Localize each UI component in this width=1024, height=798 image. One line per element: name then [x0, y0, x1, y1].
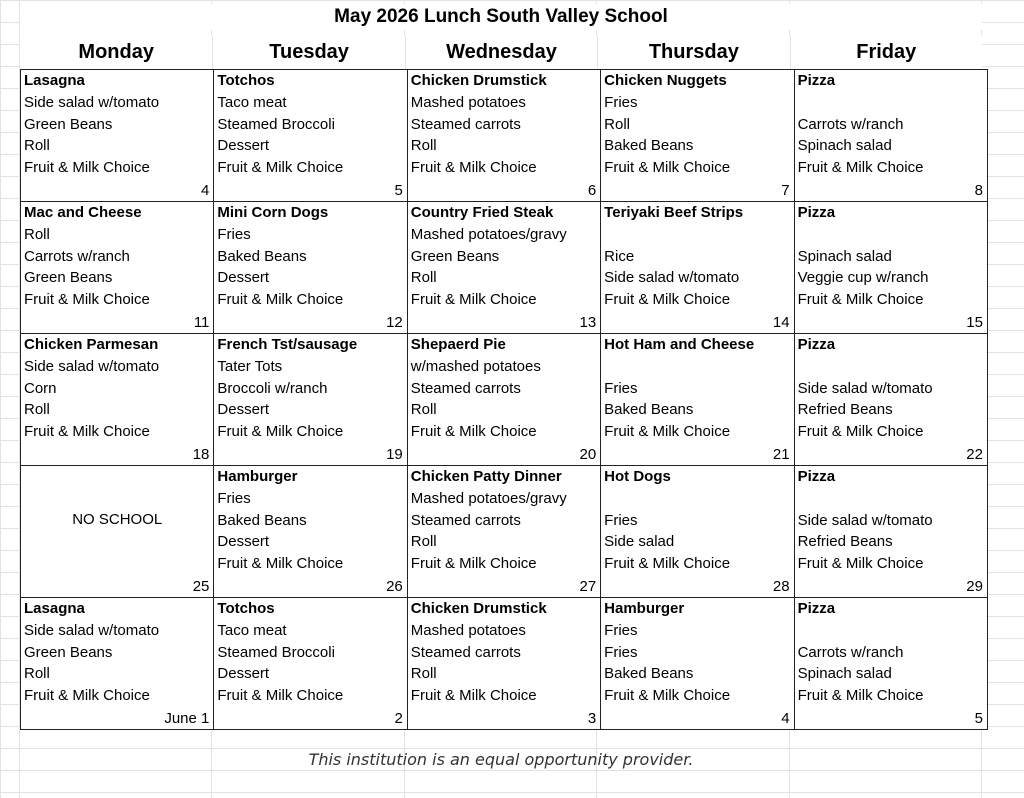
menu-item: w/mashed potatoes: [410, 357, 541, 375]
day-cell[interactable]: [794, 202, 987, 334]
entree-name: Chicken Patty Dinner: [410, 468, 562, 485]
menu-item: Dessert: [217, 665, 270, 683]
page-title: May 2026 Lunch South Valley School: [20, 4, 982, 30]
entree-name: Hamburger: [604, 600, 685, 617]
day-cell[interactable]: [214, 598, 407, 730]
menu-item: Veggie cup w/ranch: [797, 269, 929, 287]
day-number: 6: [587, 182, 597, 199]
day-cell[interactable]: [214, 202, 407, 334]
menu-item: Fries: [604, 621, 638, 639]
entree-name: Pizza: [797, 204, 836, 221]
menu-item: Steamed carrots: [410, 115, 521, 133]
menu-item: Carrots w/ranch: [24, 247, 130, 265]
menu-item: Fruit & Milk Choice: [410, 291, 537, 309]
menu-item: Fruit & Milk Choice: [24, 291, 150, 309]
entree-name: Pizza: [797, 600, 836, 617]
menu-item: Carrots w/ranch: [797, 643, 904, 661]
menu-item: Mashed potatoes/gravy: [410, 489, 567, 507]
menu-item: Fruit & Milk Choice: [217, 555, 344, 573]
menu-item: Fruit & Milk Choice: [604, 555, 731, 573]
menu-item: Fruit & Milk Choice: [24, 687, 150, 705]
menu-item: Broccoli w/ranch: [217, 379, 328, 397]
day-number: 22: [966, 446, 983, 463]
menu-item: Fruit & Milk Choice: [410, 159, 537, 177]
weekday-header: Monday: [78, 41, 154, 63]
menu-item: Dessert: [217, 137, 270, 155]
day-number: 4: [781, 710, 790, 727]
menu-item: Roll: [24, 401, 50, 419]
menu-item: Dessert: [217, 269, 270, 287]
week-row: [21, 334, 988, 466]
entree-name: Pizza: [797, 336, 836, 353]
day-cell[interactable]: [21, 598, 214, 730]
entree-name: Hamburger: [217, 468, 298, 485]
menu-item: Refried Beans: [797, 401, 893, 419]
menu-item: Roll: [410, 665, 437, 683]
day-cell[interactable]: [21, 334, 214, 466]
entree-name: Mini Corn Dogs: [217, 204, 329, 221]
menu-item: Fruit & Milk Choice: [604, 687, 731, 705]
menu-item: Baked Beans: [217, 247, 307, 265]
day-number: 8: [974, 182, 983, 199]
menu-item: [795, 356, 987, 378]
entree-name: Totchos: [217, 72, 275, 89]
menu-item: Fruit & Milk Choice: [410, 687, 537, 705]
menu-item: Refried Beans: [797, 533, 893, 551]
menu-item: Mashed potatoes: [410, 93, 526, 111]
day-cell[interactable]: [794, 466, 987, 598]
menu-item: Carrots w/ranch: [797, 115, 904, 133]
menu-item: Fruit & Milk Choice: [797, 423, 924, 441]
day-number: 5: [394, 182, 403, 199]
menu-item: Roll: [604, 115, 631, 133]
day-number: 28: [772, 578, 790, 595]
menu-item: Steamed carrots: [410, 643, 521, 661]
entree-name: Chicken Parmesan: [24, 336, 159, 353]
menu-item: Dessert: [217, 533, 270, 551]
weekday-header-row: [20, 35, 982, 69]
day-cell[interactable]: [407, 202, 600, 334]
menu-item: Green Beans: [24, 115, 113, 133]
menu-item: Fruit & Milk Choice: [797, 159, 924, 177]
menu-item: Side salad w/tomato: [24, 357, 160, 375]
menu-item: [601, 356, 793, 378]
menu-item: Side salad w/tomato: [604, 269, 740, 287]
day-number: 29: [966, 578, 983, 595]
day-cell[interactable]: [21, 466, 214, 598]
menu-item: Fruit & Milk Choice: [604, 423, 731, 441]
week-row: [21, 598, 988, 730]
entree-name: Country Fried Steak: [410, 204, 554, 221]
day-number: 21: [772, 446, 790, 463]
menu-item: Fruit & Milk Choice: [24, 159, 150, 177]
menu-item: Side salad w/tomato: [24, 621, 160, 639]
day-number: 14: [772, 314, 790, 331]
menu-item: Fruit & Milk Choice: [797, 555, 924, 573]
entree-name: Chicken Drumstick: [410, 72, 547, 89]
weekday-header: Tuesday: [212, 35, 404, 69]
menu-item: Green Beans: [24, 269, 113, 287]
entree-name: Shepaerd Pie: [410, 336, 506, 353]
menu-item: Steamed Broccoli: [217, 115, 335, 133]
day-cell[interactable]: [601, 334, 794, 466]
entree-name: Hot Ham and Cheese: [604, 336, 755, 353]
menu-item: [601, 224, 793, 246]
menu-item: Steamed carrots: [410, 511, 521, 529]
menu-item: Side salad w/tomato: [797, 379, 933, 397]
menu-item: Fruit & Milk Choice: [604, 291, 731, 309]
entree-name: French Tst/sausage: [217, 336, 358, 353]
day-cell[interactable]: [601, 598, 794, 730]
menu-item: Rice: [604, 247, 635, 265]
menu-item: [601, 488, 793, 510]
no-school-label: NO SCHOOL: [72, 511, 163, 528]
menu-item: Fruit & Milk Choice: [217, 687, 344, 705]
menu-item: Corn: [24, 379, 57, 397]
menu-item: Roll: [24, 665, 50, 683]
menu-item: Fruit & Milk Choice: [24, 423, 150, 441]
menu-item: Fries: [604, 643, 638, 661]
menu-item: Fries: [217, 225, 251, 243]
week-row: [21, 70, 988, 202]
menu-item: Baked Beans: [604, 137, 694, 155]
day-cell[interactable]: [407, 466, 600, 598]
menu-item: Roll: [410, 401, 437, 419]
menu-item: Steamed carrots: [410, 379, 521, 397]
entree-name: Totchos: [217, 600, 275, 617]
weekday-header: Thursday: [597, 35, 789, 69]
menu-item: Baked Beans: [217, 511, 307, 529]
day-cell[interactable]: [407, 334, 600, 466]
day-cell[interactable]: [214, 70, 407, 202]
menu-item: Green Beans: [410, 247, 500, 265]
entree-name: Hot Dogs: [604, 468, 671, 485]
menu-item: Side salad w/tomato: [797, 511, 933, 529]
menu-item: Taco meat: [217, 621, 287, 639]
menu-item: Fruit & Milk Choice: [797, 291, 924, 309]
menu-item: [795, 224, 987, 246]
day-number: 4: [201, 182, 210, 199]
menu-item: Baked Beans: [604, 401, 694, 419]
menu-item: Green Beans: [24, 643, 113, 661]
day-cell[interactable]: [21, 70, 214, 202]
menu-item: Baked Beans: [604, 665, 694, 683]
menu-item: Side salad w/tomato: [24, 93, 160, 111]
menu-item: Roll: [410, 269, 437, 287]
menu-item: Dessert: [217, 401, 270, 419]
week-row: [21, 202, 988, 334]
menu-item: Fruit & Milk Choice: [410, 555, 537, 573]
entree-name: Teriyaki Beef Strips: [604, 204, 744, 221]
menu-item: Spinach salad: [797, 137, 892, 155]
menu-item: Roll: [24, 225, 50, 243]
menu-item: Roll: [24, 137, 50, 155]
day-number: 13: [579, 314, 597, 331]
week-row: [21, 466, 988, 598]
day-cell[interactable]: [794, 70, 987, 202]
day-number: 7: [781, 182, 790, 199]
entree-name: Pizza: [797, 72, 836, 89]
menu-item: Fruit & Milk Choice: [604, 159, 731, 177]
lunch-calendar: [20, 69, 988, 730]
day-number: 2: [394, 710, 403, 727]
day-number: 19: [386, 446, 403, 463]
menu-item: Roll: [410, 533, 437, 551]
entree-name: Chicken Nuggets: [604, 72, 727, 89]
menu-item: [795, 620, 987, 642]
menu-item: Mashed potatoes: [410, 621, 526, 639]
day-number: 3: [587, 710, 597, 727]
day-cell[interactable]: [601, 466, 794, 598]
day-number: 18: [192, 446, 210, 463]
menu-item: Steamed Broccoli: [217, 643, 335, 661]
entree-name: Chicken Drumstick: [410, 600, 547, 617]
menu-item: Side salad: [604, 533, 675, 551]
day-number: June 1: [164, 710, 210, 727]
menu-item: Fruit & Milk Choice: [217, 423, 344, 441]
menu-item: Fruit & Milk Choice: [217, 291, 344, 309]
menu-item: Fruit & Milk Choice: [217, 159, 344, 177]
menu-item: Fruit & Milk Choice: [410, 423, 537, 441]
weekday-header: Friday: [790, 35, 982, 69]
weekday-header: Wednesday: [405, 35, 597, 69]
entree-name: Lasagna: [24, 600, 85, 617]
day-cell[interactable]: [214, 334, 407, 466]
menu-item: Spinach salad: [797, 247, 892, 265]
menu-item: Fries: [217, 489, 251, 507]
day-number: 26: [386, 578, 403, 595]
menu-item: Fries: [604, 93, 638, 111]
entree-name: Pizza: [797, 468, 836, 485]
day-cell[interactable]: [407, 598, 600, 730]
menu-item: Fries: [604, 511, 638, 529]
day-cell[interactable]: [794, 334, 987, 466]
menu-item: Fries: [604, 379, 638, 397]
day-cell[interactable]: [601, 70, 794, 202]
day-cell[interactable]: [794, 598, 987, 730]
menu-item: Spinach salad: [797, 665, 892, 683]
day-cell[interactable]: [407, 70, 600, 202]
menu-item: Tater Tots: [217, 357, 283, 375]
menu-item: Taco meat: [217, 93, 287, 111]
entree-name: Lasagna: [24, 72, 85, 89]
day-number: 20: [579, 446, 597, 463]
menu-item: Fruit & Milk Choice: [797, 687, 924, 705]
menu-item: Roll: [410, 137, 437, 155]
day-number: 5: [974, 710, 983, 727]
day-number: 12: [386, 314, 403, 331]
menu-item: Mashed potatoes/gravy: [410, 225, 567, 243]
menu-item: [795, 92, 987, 114]
day-cell[interactable]: [214, 466, 407, 598]
footer-note: This institution is an equal opportunity provider.: [308, 750, 694, 769]
day-number: 15: [966, 314, 983, 331]
day-number: 25: [192, 578, 210, 595]
day-cell[interactable]: [21, 202, 214, 334]
day-number: 27: [579, 578, 597, 595]
day-cell[interactable]: [601, 202, 794, 334]
day-number: 11: [193, 314, 210, 331]
menu-item: [795, 488, 987, 510]
entree-name: Mac and Cheese: [24, 204, 142, 221]
